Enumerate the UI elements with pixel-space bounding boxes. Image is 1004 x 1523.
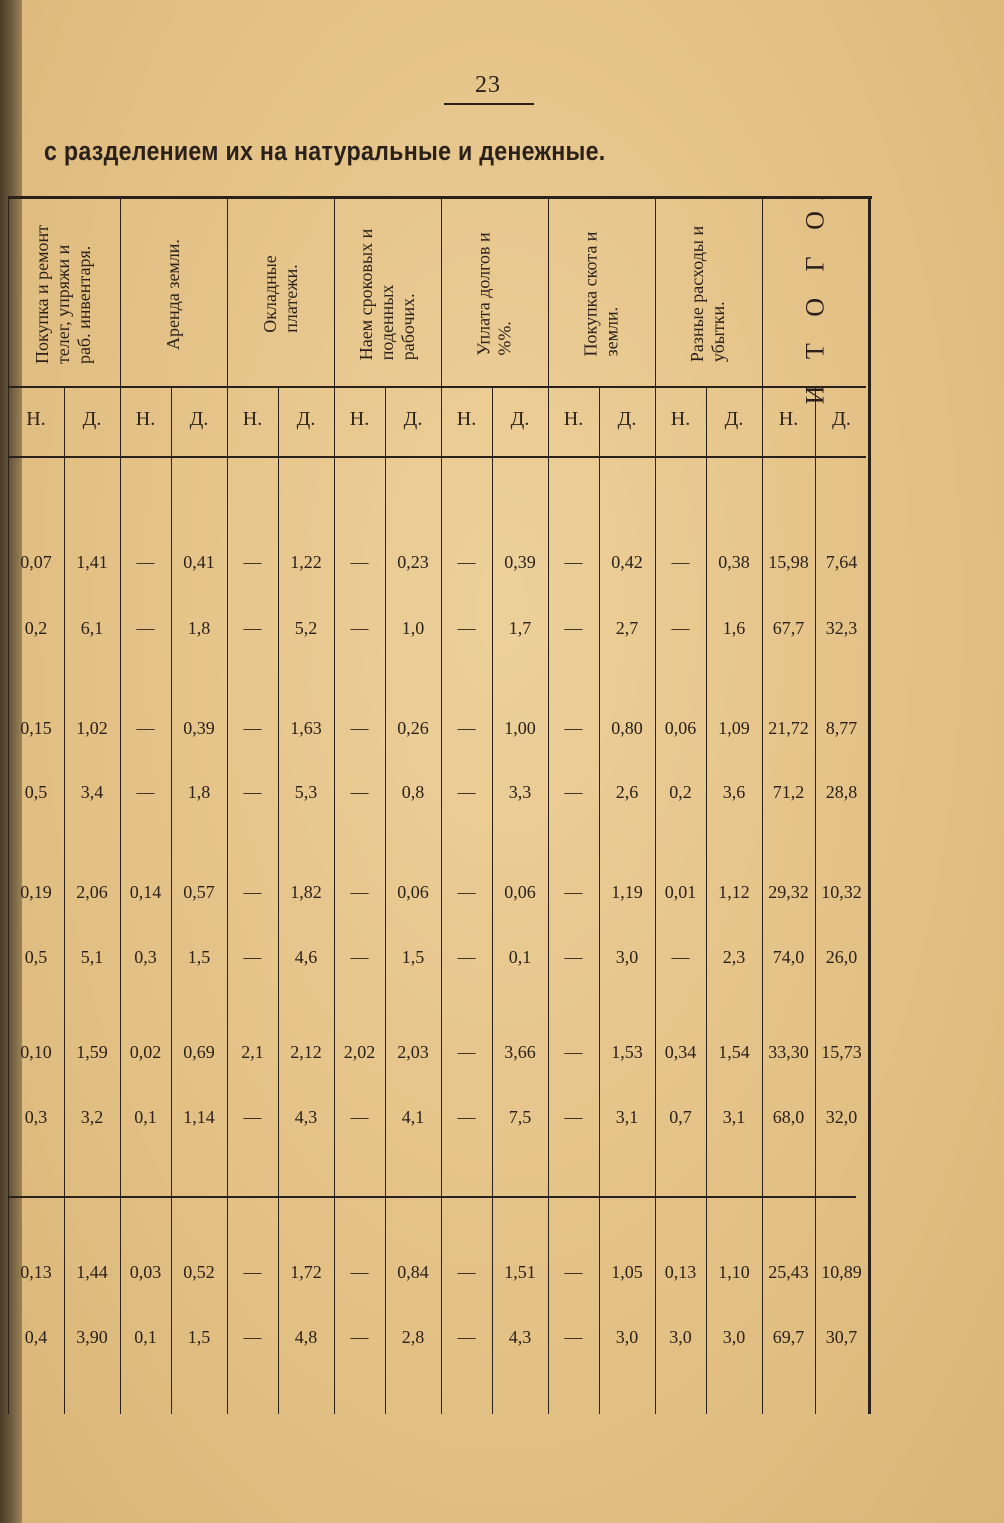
- column-header-line: убытки.: [708, 301, 729, 363]
- table-cell: 4,8: [294, 1327, 318, 1347]
- column-header-label: [163, 239, 184, 350]
- table-cell: —: [457, 718, 476, 738]
- table-cell: 0,06: [397, 882, 429, 902]
- page-heading: с разделением их на натуральные и денежные.: [44, 136, 606, 166]
- table-cell: 0,1: [508, 947, 532, 967]
- table-cell: —: [136, 552, 155, 572]
- table-cell: —: [671, 552, 690, 572]
- table-cell: 1,44: [76, 1262, 108, 1282]
- column-header-8: [762, 184, 868, 404]
- table-cell: 1,7: [508, 618, 532, 638]
- section-rule: [8, 1196, 856, 1198]
- table-cell: 1,8: [187, 618, 211, 638]
- table-cell: 33,30: [768, 1042, 809, 1062]
- table-cell: —: [136, 782, 155, 802]
- table-cell: —: [564, 782, 583, 802]
- table-cell: 0,80: [611, 718, 643, 738]
- table-cell: 3,4: [80, 782, 104, 802]
- table-cell: 1,8: [187, 782, 211, 802]
- table-cell: 3,0: [615, 947, 639, 967]
- table-cell: 0,3: [134, 947, 157, 967]
- table-cell: 4,3: [508, 1327, 532, 1347]
- column-header-line: Наем сроковых и: [356, 228, 377, 360]
- table-cell: 1,5: [401, 947, 425, 967]
- table-cell: 1,82: [290, 882, 322, 902]
- table-cell: 2,02: [343, 1042, 376, 1062]
- page-number-rule: [444, 103, 534, 105]
- table-cell: —: [564, 1327, 583, 1347]
- table-cell: 0,10: [20, 1042, 52, 1062]
- table-cell: —: [350, 882, 369, 902]
- column-header-line: земли.: [601, 306, 622, 357]
- subheader-natural: Н.: [778, 408, 799, 430]
- table-cell: —: [350, 618, 369, 638]
- table-cell: 1,72: [290, 1262, 322, 1282]
- table-cell: 25,43: [768, 1262, 809, 1282]
- table-cell: 15,73: [821, 1042, 862, 1062]
- table-cell: 0,4: [24, 1327, 48, 1347]
- table-cell: —: [350, 552, 369, 572]
- subheader-natural: Н.: [349, 408, 370, 430]
- column-header-label: [800, 184, 830, 404]
- column-header-4: [334, 200, 441, 388]
- table-cell: 1,10: [718, 1262, 750, 1282]
- table-cell: 2,12: [290, 1042, 322, 1062]
- column-header-label: [688, 226, 730, 362]
- table-cell: 68,0: [772, 1107, 805, 1127]
- table-cell: 0,7: [669, 1107, 692, 1127]
- table-cell: 10,32: [821, 882, 862, 902]
- table-cell: 3,3: [508, 782, 532, 802]
- table-cell: —: [564, 1262, 583, 1282]
- table-cell: 0,39: [504, 552, 536, 572]
- table-cell: 1,22: [290, 552, 322, 572]
- table-cell: 32,0: [825, 1107, 858, 1127]
- table-cell: 0,02: [129, 1042, 162, 1062]
- table-cell: 28,8: [825, 782, 858, 802]
- column-header-5: [441, 200, 548, 388]
- table-cell: 4,3: [294, 1107, 318, 1127]
- table-cell: —: [243, 782, 262, 802]
- table-cell: 0,23: [397, 552, 429, 572]
- table-cell: 3,0: [615, 1327, 639, 1347]
- table-cell: —: [457, 1262, 476, 1282]
- column-header-7: [655, 200, 762, 388]
- table-cell: 30,7: [825, 1327, 858, 1347]
- table-cell: 1,05: [611, 1262, 643, 1282]
- table-cell: 1,5: [187, 1327, 211, 1347]
- column-header-label: [474, 232, 516, 355]
- subheader-money: Д.: [617, 408, 637, 430]
- table-cell: —: [457, 882, 476, 902]
- table-cell: 0,13: [664, 1262, 697, 1282]
- subheader-money: Д.: [832, 408, 851, 430]
- table-cell: 1,54: [718, 1042, 750, 1062]
- table-cell: 74,0: [772, 947, 805, 967]
- table-cell: 1,00: [504, 718, 536, 738]
- column-header-line: поденных: [377, 284, 398, 360]
- column-header-2: [120, 200, 227, 388]
- table-cell: 21,72: [768, 718, 809, 738]
- table-cell: 1,14: [183, 1107, 215, 1127]
- table-cell: —: [136, 718, 155, 738]
- table-cell: 2,03: [397, 1042, 429, 1062]
- table-cell: —: [243, 1327, 262, 1347]
- subheader-money: Д.: [510, 408, 530, 430]
- table-cell: 2,3: [722, 947, 746, 967]
- table-cell: 0,1: [134, 1327, 157, 1347]
- table-cell: —: [564, 718, 583, 738]
- subheader-money: Д.: [296, 408, 316, 430]
- table-cell: 15,98: [768, 552, 809, 572]
- table-cell: —: [350, 947, 369, 967]
- table-cell: —: [564, 552, 583, 572]
- table-cell: 0,07: [20, 552, 52, 572]
- table-cell: 3,66: [504, 1042, 536, 1062]
- table-cell: 1,63: [290, 718, 322, 738]
- table-cell: —: [564, 1107, 583, 1127]
- table-cell: 0,42: [611, 552, 643, 572]
- table-cell: 0,3: [24, 1107, 48, 1127]
- column-header-label: [33, 224, 96, 363]
- column-header-line: И Т О Г О.: [800, 184, 830, 404]
- table-cell: 67,7: [772, 618, 805, 638]
- table-cell: 0,38: [718, 552, 750, 572]
- table-cell: —: [564, 1042, 583, 1062]
- table-cell: 0,5: [24, 947, 48, 967]
- table-top-rule: [8, 196, 872, 199]
- column-header-line: Покупка и ремонт: [32, 224, 53, 364]
- table-cell: 2,7: [615, 618, 639, 638]
- table-cell: 0,39: [183, 718, 215, 738]
- subheader-money: Д.: [189, 408, 209, 430]
- table-cell: 2,1: [241, 1042, 264, 1062]
- table-cell: 8,77: [825, 718, 858, 738]
- table-cell: 32,3: [825, 618, 858, 638]
- table-cell: —: [243, 618, 262, 638]
- table-cell: —: [243, 947, 262, 967]
- table-cell: 5,2: [294, 618, 318, 638]
- table-cell: 0,26: [397, 718, 429, 738]
- table-cell: 0,57: [183, 882, 215, 902]
- table-cell: 3,0: [669, 1327, 692, 1347]
- table-cell: —: [457, 1327, 476, 1347]
- table-cell: 10,89: [821, 1262, 862, 1282]
- column-header-line: телег, упряжи и: [53, 244, 74, 364]
- table-cell: 29,32: [768, 882, 809, 902]
- table-cell: —: [671, 618, 690, 638]
- table-cell: 0,19: [20, 882, 52, 902]
- table-cell: 0,34: [664, 1042, 697, 1062]
- table-cell: —: [243, 1107, 262, 1127]
- table-cell: —: [243, 552, 262, 572]
- column-header-3: [227, 200, 334, 388]
- table-cell: 6,1: [80, 618, 104, 638]
- column-header-line: Уплата долгов и: [473, 232, 494, 356]
- table-cell: 0,15: [20, 718, 52, 738]
- subheader-money: Д.: [82, 408, 102, 430]
- table-cell: 0,14: [129, 882, 162, 902]
- column-header-line: раб. инвентаря.: [74, 245, 95, 364]
- table-cell: 0,2: [24, 618, 48, 638]
- table-cell: 0,1: [134, 1107, 157, 1127]
- column-header-line: платежи.: [280, 264, 301, 333]
- subheader-natural: Н.: [456, 408, 477, 430]
- subheader-money: Д.: [724, 408, 744, 430]
- table-cell: 3,1: [615, 1107, 639, 1127]
- table-cell: —: [350, 718, 369, 738]
- table-cell: 1,5: [187, 947, 211, 967]
- table-cell: —: [350, 1107, 369, 1127]
- table-cell: 0,2: [669, 782, 692, 802]
- table-cell: —: [564, 947, 583, 967]
- column-header-label: [581, 232, 623, 357]
- table-cell: 0,06: [504, 882, 536, 902]
- subheader-natural: Н.: [563, 408, 584, 430]
- subheader-natural: Н.: [26, 408, 46, 430]
- table-cell: 4,1: [401, 1107, 425, 1127]
- column-header-6: [548, 200, 655, 388]
- table-cell: —: [564, 618, 583, 638]
- table-cell: 0,84: [397, 1262, 429, 1282]
- table-cell: 3,0: [722, 1327, 746, 1347]
- table-cell: —: [457, 1107, 476, 1127]
- table-cell: 4,6: [294, 947, 318, 967]
- subheader-money: Д.: [403, 408, 423, 430]
- table-cell: —: [350, 1327, 369, 1347]
- table-cell: 0,41: [183, 552, 215, 572]
- subheader-natural: Н.: [135, 408, 156, 430]
- table-cell: 1,59: [76, 1042, 108, 1062]
- table-cell: 0,13: [20, 1262, 52, 1282]
- table-cell: —: [243, 882, 262, 902]
- table-cell: 69,7: [772, 1327, 805, 1347]
- table-cell: 0,69: [183, 1042, 215, 1062]
- table-cell: 1,09: [718, 718, 750, 738]
- table-cell: 26,0: [825, 947, 858, 967]
- column-header-label: [260, 255, 302, 333]
- table-cell: —: [243, 1262, 262, 1282]
- table-cell: 0,03: [129, 1262, 162, 1282]
- table-cell: 2,06: [76, 882, 108, 902]
- table-cell: —: [457, 782, 476, 802]
- table-cell: 2,6: [615, 782, 639, 802]
- subheader-natural: Н.: [670, 408, 691, 430]
- subheader-rule: [8, 456, 866, 458]
- table-cell: —: [457, 947, 476, 967]
- table-cell: 1,12: [718, 882, 750, 902]
- table-cell: —: [564, 882, 583, 902]
- table-cell: —: [350, 782, 369, 802]
- table-cell: —: [671, 947, 690, 967]
- table-cell: 7,5: [508, 1107, 532, 1127]
- column-header-line: Аренда земли.: [163, 238, 183, 350]
- table-cell: 0,01: [664, 882, 697, 902]
- table-cell: —: [243, 718, 262, 738]
- column-header-1: [8, 200, 120, 388]
- table-cell: 0,5: [24, 782, 48, 802]
- table-cell: 2,8: [401, 1327, 425, 1347]
- column-header-line: Разные расходы и: [687, 225, 708, 363]
- column-header-line: Окладные: [259, 255, 280, 333]
- table-cell: 3,1: [722, 1107, 746, 1127]
- table-cell: 5,3: [294, 782, 318, 802]
- table-cell: 0,06: [664, 718, 697, 738]
- table-cell: 3,2: [80, 1107, 104, 1127]
- table-cell: 1,51: [504, 1262, 536, 1282]
- table-cell: 71,2: [772, 782, 805, 802]
- table-right-border: [868, 199, 871, 1414]
- page-number: 23: [475, 72, 501, 98]
- table-cell: 5,1: [80, 947, 104, 967]
- table-cell: 1,53: [611, 1042, 643, 1062]
- table-cell: —: [457, 1042, 476, 1062]
- table-cell: —: [136, 618, 155, 638]
- column-header-line: %%.: [494, 321, 515, 356]
- table-cell: 3,90: [76, 1327, 108, 1347]
- table-cell: 1,0: [401, 618, 425, 638]
- table-cell: 0,52: [183, 1262, 215, 1282]
- table-cell: 7,64: [825, 552, 858, 572]
- table-cell: 0,8: [401, 782, 425, 802]
- table-cell: 1,6: [722, 618, 746, 638]
- table-cell: —: [350, 1262, 369, 1282]
- table-cell: 1,19: [611, 882, 643, 902]
- table-cell: 1,02: [76, 718, 108, 738]
- column-header-line: Покупка скота и: [580, 231, 601, 357]
- column-header-label: [356, 228, 419, 359]
- table-cell: 1,41: [76, 552, 108, 572]
- table-cell: —: [457, 552, 476, 572]
- subheader-natural: Н.: [242, 408, 263, 430]
- table-cell: 3,6: [722, 782, 746, 802]
- column-header-line: рабочих.: [398, 292, 419, 360]
- table-cell: —: [457, 618, 476, 638]
